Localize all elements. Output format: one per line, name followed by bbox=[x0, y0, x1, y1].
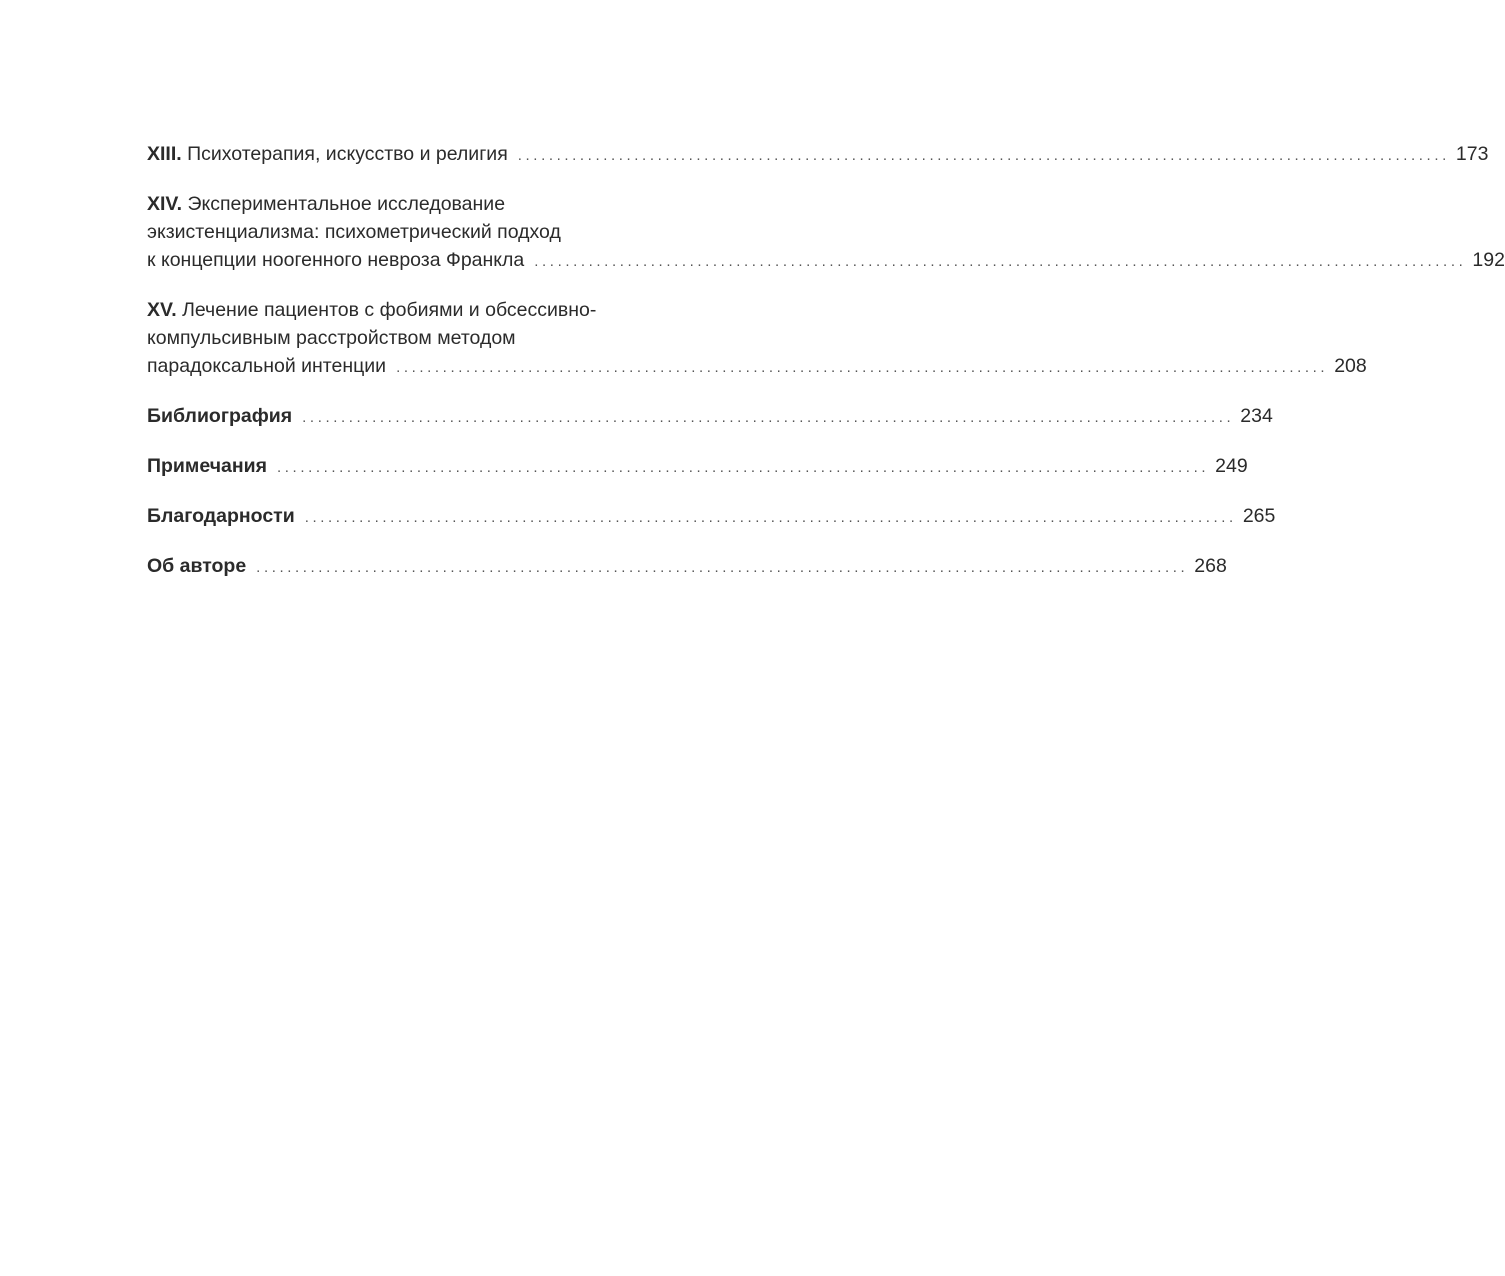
table-of-contents bbox=[147, 140, 1505, 602]
toc-entry-chapter-14[interactable] bbox=[147, 190, 1505, 274]
page-number: 249 bbox=[1215, 455, 1248, 477]
page-number: 173 bbox=[1455, 143, 1489, 165]
dot-leader: ........................................................................................................................ bbox=[304, 509, 1237, 526]
toc-line bbox=[147, 140, 1489, 168]
toc-line bbox=[147, 552, 1227, 580]
toc-entry-bibliography[interactable] bbox=[147, 402, 1273, 430]
toc-line bbox=[147, 246, 1505, 274]
page-number: 234 bbox=[1240, 405, 1273, 427]
toc-entry-notes[interactable] bbox=[147, 452, 1248, 480]
chapter-number: XIV. bbox=[147, 193, 183, 215]
toc-line bbox=[147, 352, 1367, 380]
chapter-title-line: Экспериментальное исследование bbox=[187, 193, 506, 215]
toc-line bbox=[147, 218, 738, 246]
page-number: 208 bbox=[1334, 355, 1367, 377]
chapter-title: Психотерапия, искусство и религия bbox=[187, 143, 508, 165]
toc-line bbox=[147, 296, 738, 324]
section-title: Библиография bbox=[147, 405, 293, 427]
dot-leader: ........................................................................................................................ bbox=[396, 359, 1329, 376]
toc-line bbox=[147, 324, 738, 352]
dot-leader: ........................................................................................................................ bbox=[517, 147, 1450, 164]
toc-entry-acknowledgements[interactable] bbox=[147, 502, 1276, 530]
toc-entry-about-author[interactable] bbox=[147, 552, 1227, 580]
dot-leader: ........................................................................................................................ bbox=[256, 559, 1189, 576]
section-title: Благодарности bbox=[147, 505, 295, 527]
toc-entry-chapter-15[interactable] bbox=[147, 296, 1367, 380]
chapter-number: XV. bbox=[147, 299, 177, 321]
dot-leader: ........................................................................................................................ bbox=[277, 459, 1210, 476]
page-number: 192 bbox=[1472, 249, 1505, 271]
chapter-title-line: Лечение пациентов с фобиями и обсессивно- bbox=[182, 299, 597, 321]
toc-line bbox=[147, 402, 1273, 430]
page-number: 265 bbox=[1242, 505, 1276, 527]
section-title: Об авторе bbox=[147, 555, 247, 577]
chapter-title-line: компульсивным расстройством методом bbox=[147, 327, 516, 349]
dot-leader: ........................................................................................................................ bbox=[302, 409, 1235, 426]
dot-leader: ........................................................................................................................ bbox=[534, 253, 1467, 270]
chapter-title-line: экзистенциализма: психометрический подход bbox=[147, 221, 561, 243]
chapter-title-line: к концепции ноогенного невроза Франкла bbox=[147, 249, 525, 271]
chapter-title-line: парадоксальной интенции bbox=[147, 355, 387, 377]
toc-line bbox=[147, 452, 1248, 480]
toc-line bbox=[147, 502, 1276, 530]
page-number: 268 bbox=[1194, 555, 1227, 577]
toc-line bbox=[147, 190, 738, 218]
toc-entry-chapter-13[interactable] bbox=[147, 140, 1489, 168]
section-title: Примечания bbox=[147, 455, 268, 477]
chapter-number: XIII. bbox=[147, 143, 182, 165]
